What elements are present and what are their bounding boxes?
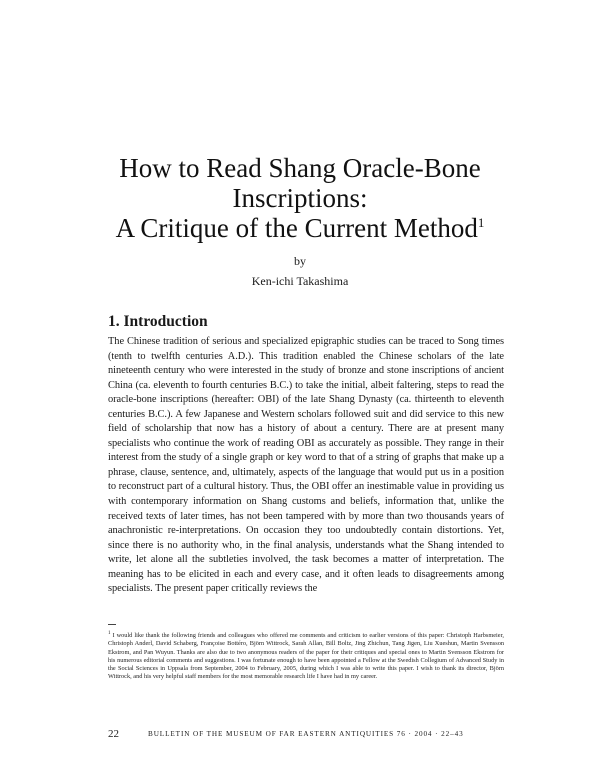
journal-footer: BULLETIN OF THE MUSEUM OF FAR EASTERN ANTIQUITIES 76 · 2004 · 22–43 bbox=[148, 730, 464, 738]
title-line-1: How to Read Shang Oracle-Bone bbox=[119, 153, 481, 183]
footnote-marker: 1 bbox=[108, 631, 111, 636]
title-line-3 bbox=[60, 213, 540, 243]
title-line-3-text: A Critique of the Current Method bbox=[115, 213, 478, 243]
body-paragraph: The Chinese tradition of serious and specialized epigraphic studies can be traced to Song times (tenth to twelfth centuries A.D.). This tradition enabled the Chinese scholars of the late nineteenth century who were interested in the study of bronze and stone inscriptions of ancient China (ca. eleventh to fourth centuries B.C.) to take the initial, albeit faltering, steps to read the oracle-bone inscriptions (hereafter: OBI) of the late Shang Dynasty (ca. thirteenth to eleventh centuries B.C.). A few Japanese and Western scholars followed suit and did service to this new field of scholarship that now has a history of about a century. There are at present many specialists who continue the work of reading OBI as accurately as possible. They range in their interest from the study of a single graph or key word to that of a string of graphs that make up a phrase, clause, sentence, and, ultimately, aspects of the language that would put us in a position to reconstruct part of a cultural history. Thus, the OBI offer an inestimable value in providing us with contemporary information on Shang customs and beliefs, information that, unlike the received texts of later times, has not been tampered with by more than two thousands years of anachronistic re-interpretations. On occasion they too undoubtedly contain distortions. Yet, since there is no authority who, in the final analysis, understands what the Shang intended to write, let alone all the subtleties involved, the task becomes a matter of interpretation. The meaning has to be elicited in each and every case, and it often leads to disagreements among specialists. The present paper critically reviews the bbox=[108, 336, 504, 595]
author-name: Ken-ichi Takashima bbox=[251, 274, 349, 288]
footnote bbox=[108, 630, 504, 681]
title-footnote-marker[interactable]: 1 bbox=[477, 215, 485, 230]
page-number: 22 bbox=[108, 728, 119, 740]
section-heading: 1. Introduction bbox=[108, 313, 208, 330]
byline: by bbox=[294, 254, 306, 268]
title-line-2: Inscriptions: bbox=[232, 183, 368, 213]
footnote-text: I would like thank the following friends and colleagues who offered me comments and criticism to earlier versions of this paper: Christoph Harbsmeier, Christoph Anderl, David Schaberg, Françoise Bottéro, Björn Wittrock, Sarah Allan, Bill Boltz, Jing Zhichun, Tang Jigen, Liu Xueshun, Martin Svensson Ekstrom, and Pan Wuyun. Thanks are also due to two anonymous readers of the paper for their critiques and special ones to Martin Svensson Ekstrom for his numerous editorial comments and suggestions. I was fortunate enough to have been appointed a Fellow at the Swedish Collegium of Advanced Study in the Social Sciences in Uppsala from September, 2004 to February, 2005, during which I was able to write this paper. I wish to thank its director, Björn Wittrock, and his very helpful staff members for the most memorable research life I have had in my career. bbox=[108, 632, 505, 681]
footnote-divider bbox=[108, 624, 116, 625]
paper-title bbox=[60, 153, 540, 243]
